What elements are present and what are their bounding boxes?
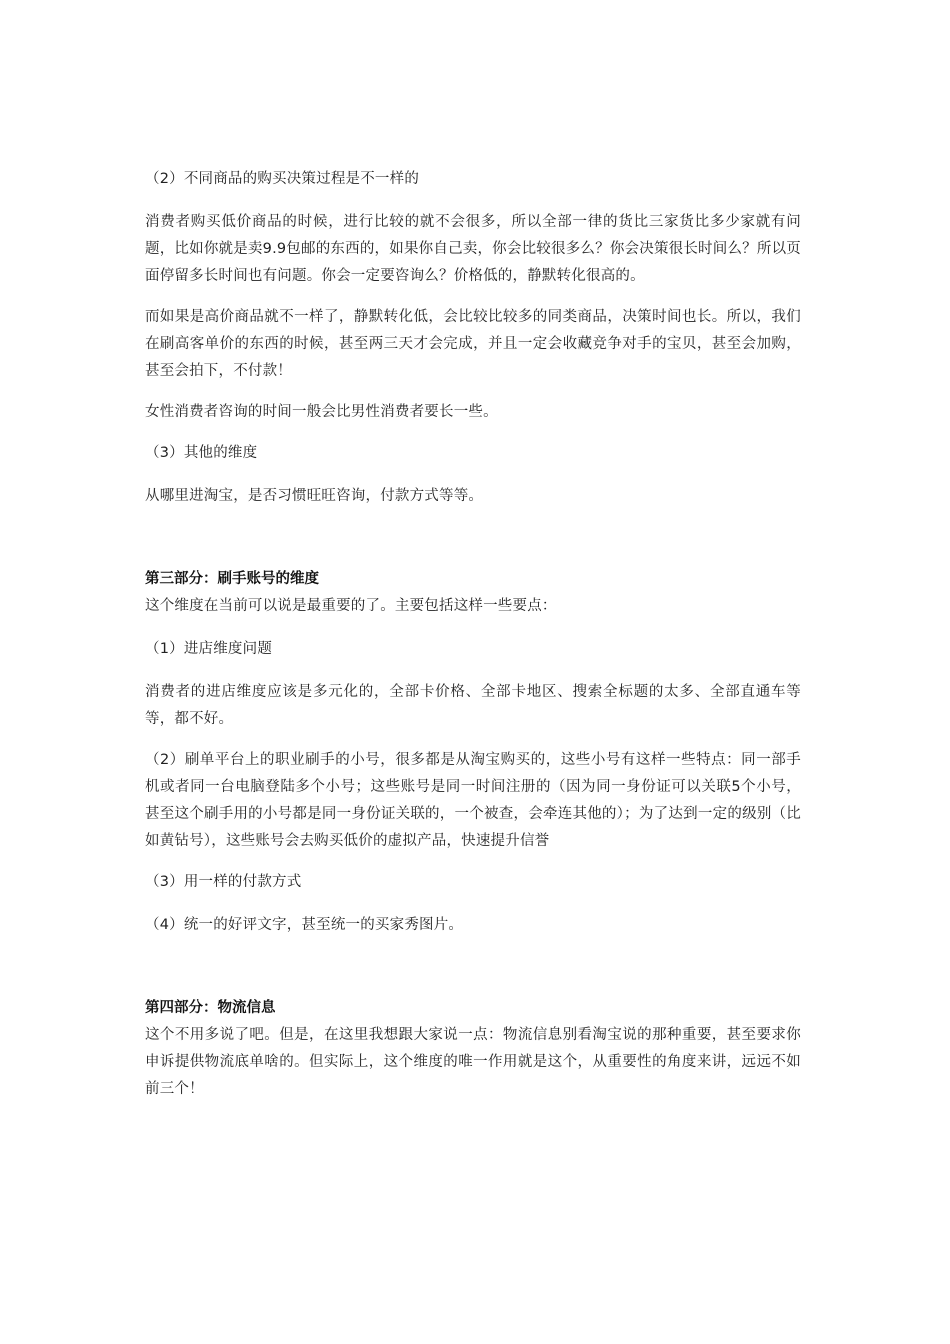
paragraph-professional-accounts: （2）刷单平台上的职业刷手的小号，很多都是从淘宝购买的，这些小号有这样一些特点：同一部手机或者同一台电脑登陆多个小号；这些账号是同一时间注册的（因为同一身份证可以关联5个小号，甚至这个刷手用的小号都是同一身份证关联的，一个被查，会牵连其他的）；为了达到一定的级别（比如黄钻号），这些账号会去购买低价的虚拟产品，快速提升信誉 (145, 752, 801, 849)
document-body (145, 166, 801, 1103)
paragraph-low-price-decision: 消费者购买低价商品的时候，进行比较的就不会很多，所以全部一律的货比三家货比多少家就有问题，比如你就是卖9.9包邮的东西的，如果你自己卖，你会比较很多么？你会决策很长时间么？所以页面停留多长时间也有问题。你会一定要咨询么？价格低的，静默转化很高的。 (145, 214, 801, 284)
section-heading-part-four: 第四部分：物流信息 (145, 1000, 276, 1016)
paragraph-payment-method: （3）用一样的付款方式 (145, 874, 302, 890)
section-heading-part-three: 第三部分：刷手账号的维度 (145, 571, 319, 587)
paragraph-unified-reviews: （4）统一的好评文字，甚至统一的买家秀图片。 (145, 917, 464, 933)
paragraph-logistics-info: 这个不用多说了吧。但是，在这里我想跟大家说一点：物流信息别看淘宝说的那种重要，甚至要求你申诉提供物流底单啥的。但实际上，这个维度的唯一作用就是这个，从重要性的角度来讲，远远不如前三个！ (145, 1027, 801, 1097)
paragraph-entry-dimension: 消费者的进店维度应该是多元化的，全部卡价格、全部卡地区、搜索全标题的太多、全部直通车等等，都不好。 (145, 684, 801, 727)
paragraph-female-consumers: 女性消费者咨询的时间一般会比男性消费者要长一些。 (145, 404, 498, 420)
paragraph-high-price-decision: 而如果是高价商品就不一样了，静默转化低，会比较比较多的同类商品，决策时间也长。所以，我们在刷高客单价的东西的时候，甚至两三天才会完成，并且一定会收藏竞争对手的宝贝，甚至会加购，甚至会拍下，不付款！ (145, 309, 801, 379)
subsection-heading-2: （2）不同商品的购买决策过程是不一样的 (145, 171, 420, 187)
subsection-heading-3: （3）其他的维度 (145, 445, 258, 461)
paragraph-other-dimensions: 从哪里进淘宝，是否习惯旺旺咨询，付款方式等等。 (145, 488, 484, 504)
subsection-heading-1: （1）进店维度问题 (145, 641, 273, 657)
paragraph-account-dimension-intro: 这个维度在当前可以说是最重要的了。主要包括这样一些要点： (145, 598, 557, 614)
